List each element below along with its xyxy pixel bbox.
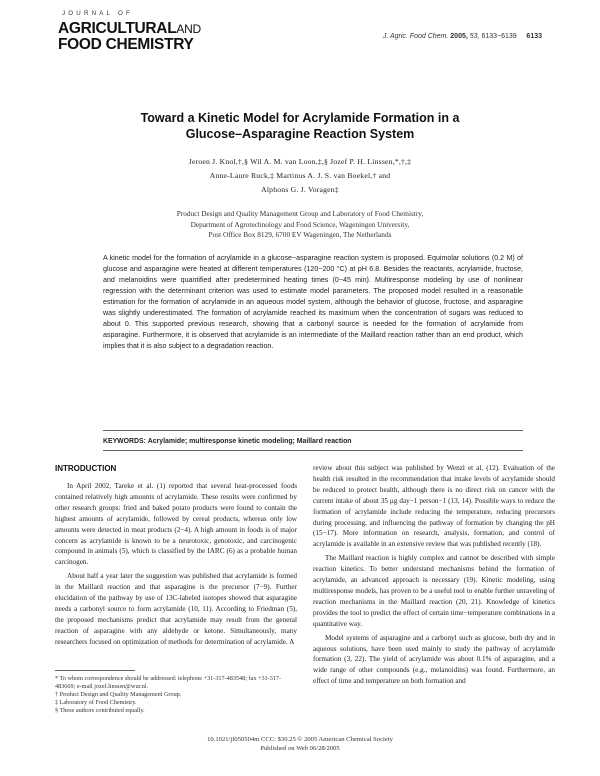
journal-logo-and: AND (176, 22, 201, 36)
keywords (103, 438, 352, 445)
author-list (0, 155, 600, 197)
affiliation-line: Product Design and Quality Management Group and Laboratory of Food Chemistry, (176, 209, 424, 218)
running-header-year: 2005, (450, 33, 468, 40)
page-footer (0, 735, 600, 753)
article-title (0, 110, 600, 142)
journal-logo-agricultural: AGRICULTURAL (58, 20, 177, 37)
running-header (383, 33, 542, 40)
footnote-divider (55, 670, 135, 671)
body-column-right (313, 463, 555, 690)
paragraph: review about this subject was published by Wenzl et al. (12). Evaluation of the health risk resulted in the recommendation that intake levels of acrylamide should be reduced to protect health, although there is no direct risk on cancer with the current intake of about 35 μg day−1 person−1 (13, 14). Possible ways to reduce the formation of acrylamide include reducing the temperature, reducing precursors during processing, and influencing the pathway of formation by changing the pH (15−17). More information on research, analysis, formation, and control of acrylamide is available in an extensive review that was published recently (18). (313, 464, 555, 549)
title-line: Glucose–Asparagine Reaction System (185, 127, 415, 141)
journal-logo-line1: JOURNAL OF (62, 10, 133, 17)
author-line: Alphons G. J. Voragen‡ (261, 185, 339, 194)
footnotes (55, 675, 297, 715)
footnote: † Product Design and Quality Management Group. (55, 691, 182, 698)
abstract-divider (103, 430, 523, 431)
affiliation-line: Department of Agrotechnology and Food Science, Wageningen University, (190, 219, 410, 229)
journal-logo-line2 (58, 21, 201, 37)
paragraph: The Maillard reaction is highly complex and cannot be described with simple reaction kinetics. To better understand mechanisms behind the formation of acrylamide, an advanced approach is necessary (19). Kinetic modeling, using multiresponse models, has proven to be a useful tool to enable further unraveling of reaction mechanisms in the Maillard reaction (20, 21). Knowledge of kinetics provides the tool to predict the effect of certain time−temperature combinations in a quantitative way. (313, 554, 555, 628)
abstract: A kinetic model for the formation of acrylamide in a glucose−asparagine reaction system is proposed. Equimolar solutions (0.2 M) of glucose and asparagine were heated at different temperatures (120−200 °C) at pH 6.8. Besides the reactants, acrylamide, fructose, and melanoidins were quantified after predetermined heating times (0−45 min). Multiresponse modeling by use of nonlinear regression with the determinant criterion was used to estimate model parameters. The proposed model resulted in a reasonable estimation for the formation of acrylamide in an aqueous model system, although the behavior of glucose, fructose, and asparagine was slightly underestimated. The formation of acrylamide reached its maximum when the concentration of sugars was reduced to about 0. This supported previous research, showing that a carbonyl source is needed for the formation of acrylamide from asparagine. Furthermore, it is observed that acrylamide is an intermediate of the Maillard reaction rather than an end product, which implies that it is also subject to a degradation reaction. (103, 254, 523, 350)
footnote: * To whom correspondence should be addressed: telephone +31-317-483548; fax +31-317-483669; e-mail jozef.linssen@wur.nl. (55, 675, 282, 690)
affiliation-line: Post Office Box 8129, 6700 EV Wageningen, The Netherlands (208, 230, 392, 239)
keywords-text: Acrylamide; multiresponse kinetic modeling; Maillard reaction (147, 438, 352, 445)
paragraph: About half a year later the suggestion was published that acrylamide is formed in the Maillard reaction and that asparagine is the precursor (7−9). Further elucidation of the pathway by use of 13C-labeled isotopes showed that asparagine needs a carbonyl source to form acrylamide (10, 11). According to Friedman (5), the proposed mechanisms predict that acrylamide may result from the general reaction of asparagine with any aldehyde or ketone. Simultaneously, many researchers focused on optimization of methods for determination of acrylamide. A (55, 572, 297, 646)
title-line: Toward a Kinetic Model for Acrylamide Formation in a (140, 111, 460, 125)
footer-doi-line: 10.1021/jf050504m CCC: $30.25 © 2005 American Chemical Society (207, 736, 393, 743)
page-number: 6133 (526, 33, 542, 40)
journal-logo-line3: FOOD CHEMISTRY (58, 36, 194, 53)
author-line: Anne-Laure Ruck,‡ Martinus A. J. S. van Boekel,† and (209, 171, 391, 180)
running-header-journal: J. Agric. Food Chem. (382, 33, 449, 40)
affiliation (0, 209, 600, 241)
author-line: Jeroen J. Knol,†,§ Wil A. M. van Loon,‡,§ Jozef P. H. Linssen,*,†,‡ (188, 157, 412, 166)
body-column-left (55, 481, 297, 651)
running-header-volume: 53, (469, 33, 480, 40)
paragraph: Model systems of asparagine and a carbonyl such as glucose, both dry and in aqueous solutions, have been used mainly to study the pathway of acrylamide formation (3, 22). The yield of acrylamide was about 0.1% of asparagine, and a wide range of other compounds (e.g., melanoidins) was found. Furthermore, an effect of time and temperature on both formation and (313, 633, 555, 686)
section-heading-introduction: INTRODUCTION (55, 464, 117, 473)
keywords-divider (103, 450, 523, 451)
running-header-pages: 6133−6139 (481, 33, 517, 40)
paragraph: In April 2002, Tareke et al. (1) reported that several heat-processed foods contained relatively high amounts of acrylamide. These results were confirmed by other research groups: fried and baked potato products were found to contain the highest amounts of acrylamide, followed by cereal products, whereas only low amounts were detected in meat products (2−4). A high amount in foods is of major concern as acrylamide is known to be a neurotoxic, genotoxic, and carcinogenic compound in animals (5), which is classified by the IARC (6) as a probable human carcinogen. (55, 482, 297, 567)
footnote: § These authors contributed equally. (55, 707, 145, 714)
footnote: ‡ Laboratory of Food Chemistry. (55, 699, 137, 706)
footer-published-line: Published on Web 06/28/2005 (260, 745, 340, 752)
keywords-label: KEYWORDS: (103, 438, 146, 445)
